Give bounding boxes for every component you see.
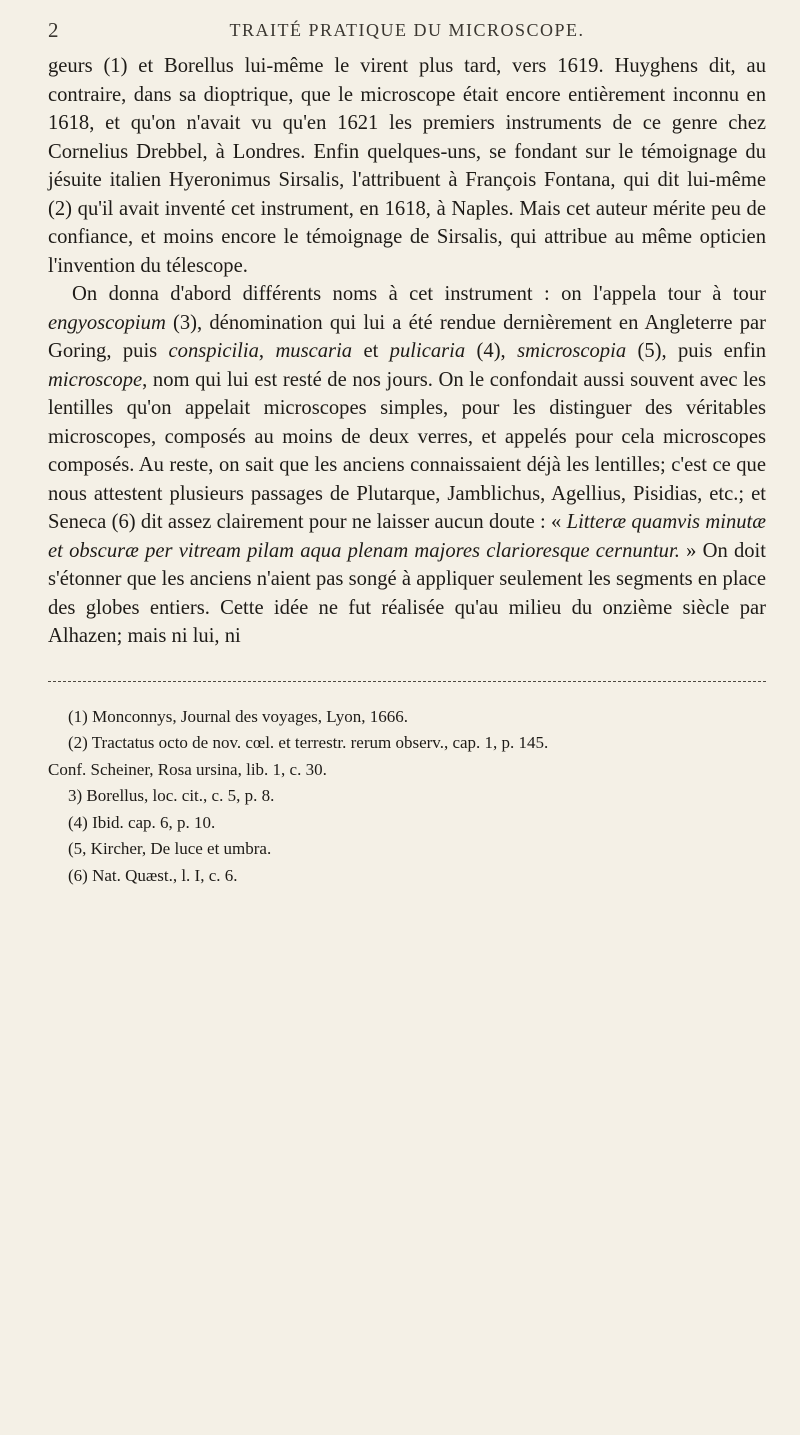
running-title: TRAITÉ PRATIQUE DU MICROSCOPE.	[229, 20, 585, 40]
italic-run: engyoscopium	[48, 311, 166, 334]
text-run: geurs (1) et Borellus lui-même le virent plus tard, vers 1619. Huyghens dit, au contraire, dans sa dioptrique, que le microscope était encore entièrement inconnu en 1618, et qu'on n'avait vu qu'en 1621 les premiers instruments de ce genre chez Cornelius Drebbel, à Londres. Enfin quelques-uns, se fondant sur le témoignage du jésuite italien Hyeronimus Sirsalis, l'attribuent à François Fontana, qui dit lui-même (2) qu'il avait inventé cet instrument, en 1618, à Naples. Mais cet auteur mérite peu de confiance, et moins encore le témoignage de Sirsalis, qui attribue au même opticien l'invention du télescope.	[48, 55, 766, 277]
text-run: » On doit s'étonner que les anciens n'aient pas songé à appliquer seulement les segments en place des globes entiers. Cette idée ne fut réalisée qu'au milieu du onzième siècle par Alhazen; mais ni lui, ni	[48, 539, 766, 647]
paragraph-1	[48, 52, 766, 280]
text-run: , nom qui lui est resté de nos jours. On le confondait aussi souvent avec les lentilles qu'on appelait microscopes simples, pour les distinguer des véritables microscopes, composés au moins de deux verres, et appelés pour cela microscopes composés. Au reste, on sait que les anciens connaissaient déjà les lentilles; c'est ce que nous attestent plusieurs passages de Plutarque, Jamblichus, Agellius, Pisidias, etc.; et Seneca (6) dit assez clairement pour ne laisser aucun doute : «	[48, 368, 766, 533]
text-run: On donna d'abord différents noms à cet instrument : on l'appela tour à tour	[72, 283, 766, 305]
page-number: 2	[48, 18, 60, 42]
paragraph-2	[48, 280, 766, 651]
page-header	[48, 18, 766, 52]
footnote-4: (4) Ibid. cap. 6, p. 10.	[68, 812, 216, 832]
footnote-1: (1) Monconnys, Journal des voyages, Lyon, 1666.	[68, 706, 408, 726]
text-run: (5), puis enfin	[626, 340, 766, 362]
text-run: et	[352, 340, 390, 362]
italic-run: conspicilia	[168, 340, 259, 362]
text-run: (3), dénomination qui lui a été rendue dernièrement en Angleterre par Goring, puis	[48, 311, 766, 362]
footnote-2-continuation: Conf. Scheiner, Rosa ursina, lib. 1, c. 30.	[48, 759, 327, 779]
italic-run: Litteræ quamvis minutæ et obscuræ per vitream pilam aqua plenam majores clarioresque cernuntur.	[48, 511, 766, 562]
footnote-separator	[48, 681, 766, 682]
footnote-5: (5, Kircher, De luce et umbra.	[68, 839, 272, 858]
italic-run: pulicaria	[389, 340, 466, 362]
text-run: (4),	[465, 340, 518, 362]
footnotes	[48, 704, 766, 890]
italic-run: microscope	[48, 368, 143, 391]
text-run: ,	[258, 340, 276, 362]
body-text	[48, 52, 766, 651]
italic-run: muscaria	[275, 340, 353, 362]
book-page	[48, 18, 766, 889]
footnote-6: (6) Nat. Quæst., l. I, c. 6.	[68, 865, 238, 885]
italic-run: smicroscopia	[517, 340, 627, 362]
footnote-3: 3) Borellus, loc. cit., c. 5, p. 8.	[68, 786, 275, 805]
footnote-2: (2) Tractatus octo de nov. cœl. et terrestr. rerum observ., cap. 1, p. 145.	[68, 733, 549, 752]
